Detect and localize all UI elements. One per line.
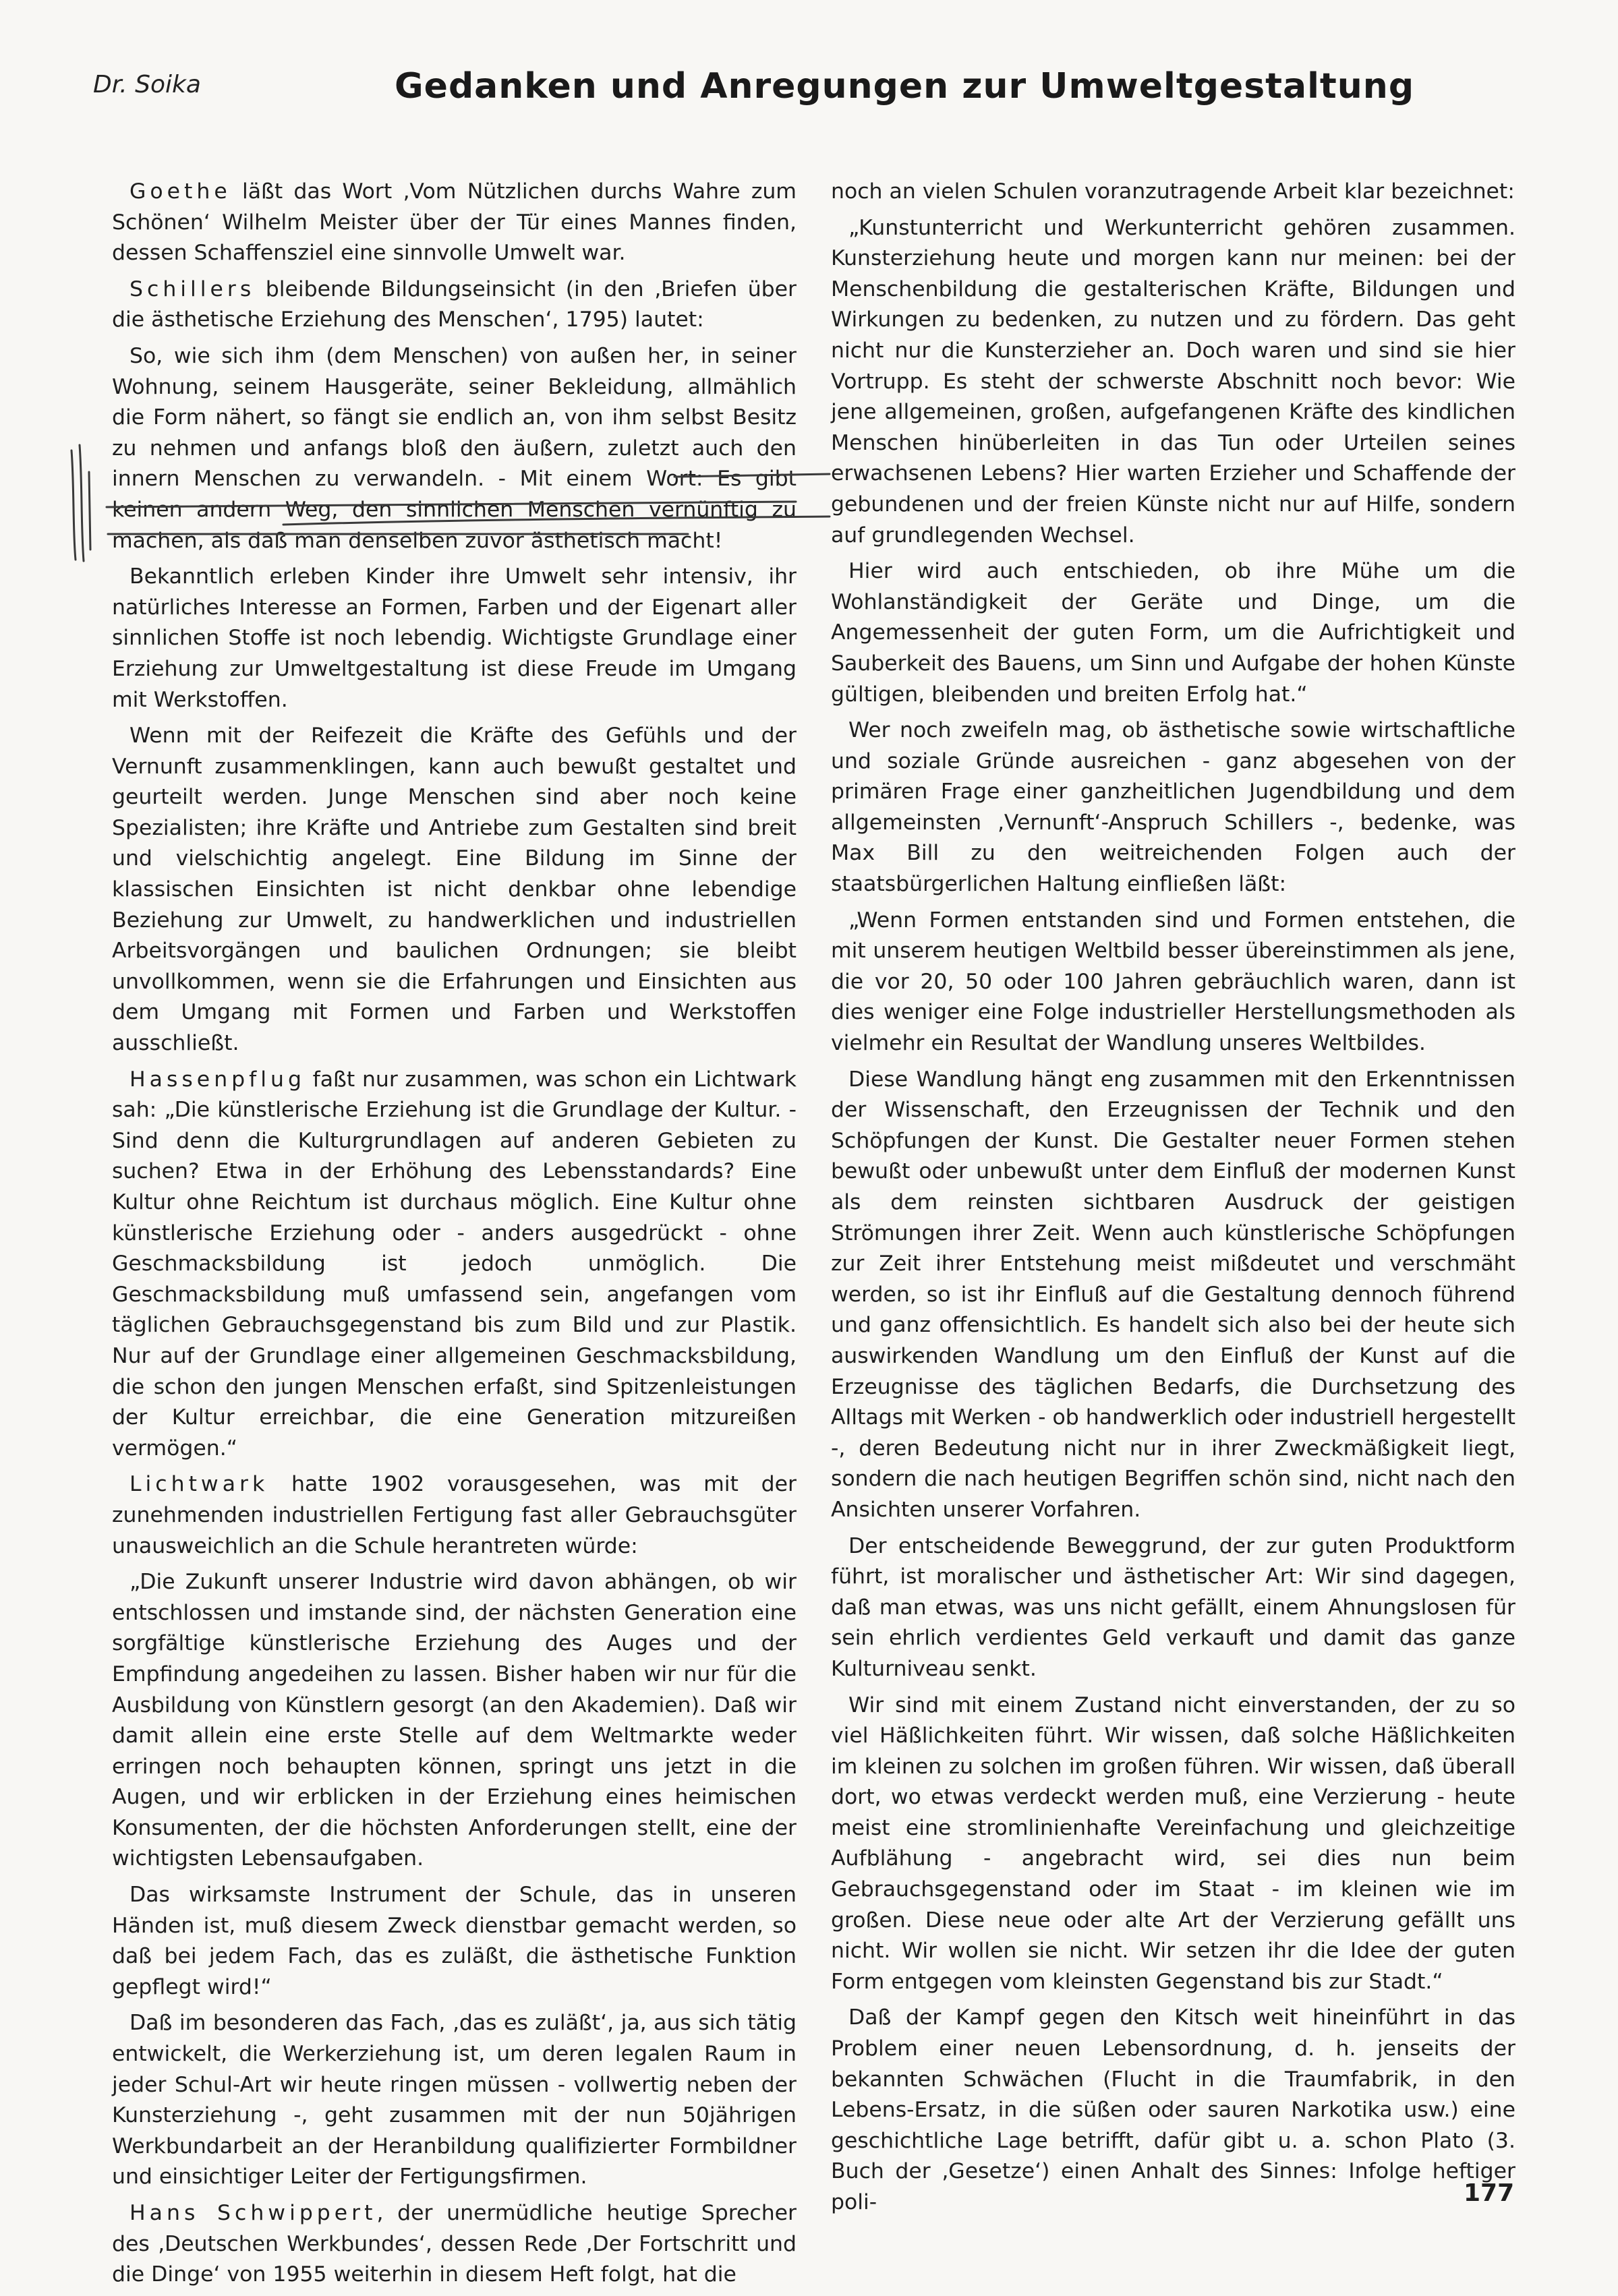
margin-mark-line-3 bbox=[89, 472, 90, 550]
paragraph: Wenn mit der Reifezeit die Kräfte des Gefühls und der Vernunft zusammenklingen, kann auch bewußt gestaltet und geurteilt werden. Junge Menschen sind aber noch keine Spezialisten; ihre Kräfte und Antriebe zum Gestalten sind breit und vielschichtig angelegt. Eine Bildung im Sinne der klassischen Einsichten ist nicht denkbar ohne lebendige Beziehung zur Umwelt, zu handwerklichen und industriellen Arbeitsvorgängen und baulichen Ordnungen; sie bleibt unvollkommen, wenn sie die Erfahrungen und Einsichten aus dem Umgang mit Formen und Farben und Werkstoffen ausschließt. bbox=[112, 724, 797, 1056]
paragraph: Daß im besonderen das Fach, ‚das es zuläßt‘, ja, aus sich tätig entwickelt, die Werkerziehung ist, um deren legalen Raum in jeder Schul-Art wir heute ringen müssen - vollwertig neben der Kunsterziehung -, geht zusammen mit der nun 50jährigen Werkbundarbeit an der Heranbildung qualifizierter Formbildner und einsichtiger Leiter der Fertigungsfirmen. bbox=[112, 2011, 797, 2189]
paragraph bbox=[112, 1469, 797, 1562]
spaced-name: Hans Schwippert bbox=[129, 2201, 377, 2225]
paragraph: „Wenn Formen entstanden sind und Formen entstehen, die mit unserem heutigen Weltbild besser übereinstimmen als jene, die vor 20, 50 oder 100 Jahren gebräuchlich waren, dann ist dies weniger eine Folge industrieller Herstellungsmethoden als vielmehr ein Resultat der Wandlung unseres Weltbildes. bbox=[831, 908, 1515, 1056]
spaced-name: Goethe bbox=[129, 179, 231, 204]
paragraph: Hier wird auch entschieden, ob ihre Mühe um die Wohlanständigkeit der Geräte und Dinge, um die Angemessenheit der guten Form, um die Aufrichtigkeit und Sauberkeit des Bauens, um Sinn und Aufgabe der hohen Künste gültigen, bleibenden und breiten Erfolg hat.“ bbox=[831, 559, 1515, 707]
paragraph: Bekanntlich erleben Kinder ihre Umwelt sehr intensiv, ihr natürliches Interesse an Formen, Farben und der Eigenart aller sinnlichen Stoffe ist noch lebendig. Wichtigste Grundlage einer Erziehung zur Umweltgestaltung ist diese Freude im Umgang mit Werkstoffen. bbox=[112, 564, 797, 712]
paragraph bbox=[112, 274, 797, 336]
right-column bbox=[831, 177, 1515, 2224]
paragraph bbox=[112, 177, 797, 269]
paragraph bbox=[112, 2198, 797, 2291]
margin-mark-line-2 bbox=[80, 445, 84, 561]
left-column bbox=[112, 177, 797, 2296]
paragraph: Der entscheidende Beweggrund, der zur guten Produktform führt, ist moralischer und ästhetischer Art: Wir sind dagegen, daß man etwas, was uns nicht gefällt, einem Ahnungslosen für sein ehrlich verdientes Geld verkauft und damit das ganze Kulturniveau senkt. bbox=[831, 1533, 1515, 1681]
paragraph: So, wie sich ihm (dem Menschen) von außen her, in seiner Wohnung, seinem Hausgeräte, seiner Bekleidung, allmählich die Form nähert, so fängt sie endlich an, von ihm selbst Besitz zu nehmen und anfangs bloß den äußern, zuletzt auch den innern Menschen zu verwandeln. - Mit einem Wort: Es gibt keinen andern Weg, den sinnlichen Menschen vernünftig zu machen, als daß man denselben zuvor ästhetisch macht! bbox=[112, 343, 797, 553]
spaced-name: Schillers bbox=[129, 276, 256, 301]
paragraph-text: , der unermüdliche heutige Sprecher des ‚Deutschen Werkbundes‘, dessen Rede ‚Der Fortschritt und die Dinge‘ von 1955 weiterhin in diesem Heft folgt, hat die bbox=[112, 2201, 797, 2287]
paragraph-text: hatte 1902 vorausgesehen, was mit der zunehmenden industriellen Fertigung fast aller Gebrauchsgüter unausweichlich an die Schule herantreten würde: bbox=[112, 1472, 797, 1558]
author-name: Dr. Soika bbox=[93, 71, 201, 98]
paragraph: Daß der Kampf gegen den Kitsch weit hineinführt in das Problem einer neuen Lebensordnung, d. h. jenseits der bekannten Schwächen (Flucht in die Traumfabrik, in den Lebens-Ersatz, in die süßen oder sauren Narkotika usw.) eine geschichtliche Lage betrifft, dafür gibt u. a. schon Plato (3. Buch der ‚Gesetze‘) einen Anhalt des Sinnes: Infolge heftiger poli- bbox=[831, 2005, 1515, 2214]
paragraph-text: bleibende Bildungseinsicht (in den ‚Briefen über die ästhetische Erziehung des Menschen‘, 1795) lautet: bbox=[112, 276, 797, 332]
margin-mark-line-1 bbox=[71, 450, 76, 560]
paragraph: noch an vielen Schulen voranzutragende Arbeit klar bezeichnet: bbox=[831, 179, 1515, 204]
paragraph-text: läßt das Wort ‚Vom Nützlichen durchs Wahre zum Schönen‘ Wilhelm Meister über der Tür eines Mannes finden, dessen Schaffensziel eine sinnvolle Umwelt war. bbox=[112, 179, 797, 266]
paragraph: „Kunstunterricht und Werkunterricht gehören zusammen. Kunsterziehung heute und morgen kann nur meinen: bei der Menschenbildung die gestalterischen Kräfte, Bildungen und Wirkungen zu bedenken, zu nutzen und zu fördern. Das geht nicht nur die Kunsterzieher an. Doch waren und sind sie hier Vortrupp. Es steht der schwerste Abschnitt noch bevor: Wie jene allgemeinen, großen, aufgefangenen Kräfte des kindlichen Menschen hinüberleiten in das Tun oder Urteilen seines erwachsenen Lebens? Hier warten Erzieher und Schaffende der gebundenen und der freien Künste nicht nur auf Hilfe, sondern auf grundlegenden Wechsel. bbox=[831, 215, 1515, 548]
paragraph: Diese Wandlung hängt eng zusammen mit den Erkenntnissen der Wissenschaft, den Erzeugnissen der Technik und den Schöpfungen der Kunst. Die Gestalter neuer Formen stehen bewußt oder unbewußt unter dem Einfluß der modernen Kunst als dem reinsten sichtbaren Ausdruck der geistigen Strömungen ihrer Zeit. Wenn auch künstlerische Schöpfungen zur Zeit ihrer Entstehung meist mißdeutet und verschmäht werden, so ist ihr Einfluß auf die Gestaltung dennoch führend und ganz offensichtlich. Es handelt sich also bei der heute sich auswirkenden Wandlung um den Einfluß der Kunst auf die Erzeugnisse des täglichen Bedarfs, die Durchsetzung des Alltags mit Werken - ob handwerklich oder industriell hergestellt -, deren Bedeutung nicht nur in ihrer Zweckmäßigkeit liegt, sondern die nach heutigen Begriffen schön sind, nicht nach den Ansichten unserer Vorfahren. bbox=[831, 1067, 1515, 1522]
paragraph: Wir sind mit einem Zustand nicht einverstanden, der zu so viel Häßlichkeiten führt. Wir wissen, daß solche Häßlichkeiten im kleinen zu solchen im großen führen. Wir wissen, daß überall dort, wo etwas verdeckt werden muß, eine Verzierung - heute meist eine stromlinienhafte Vereinfachung und gleichzeitige Aufblähung - angebracht wird, sei dies nun beim Gebrauchsgegenstand oder im Staat - im kleinen wie im großen. Diese neue oder alte Art der Verzierung gefällt uns nicht. Wir wollen sie nicht. Wir setzen ihr die Idee der guten Form entgegen vom kleinsten Gegenstand bis zur Stadt.“ bbox=[831, 1692, 1515, 1994]
spaced-name: Hassenpflug bbox=[129, 1067, 306, 1092]
spaced-name: Lichtwark bbox=[129, 1472, 269, 1497]
paragraph-text: faßt nur zusammen, was schon ein Lichtwark sah: „Die künstlerische Erziehung ist die Grundlage der Kultur. - Sind denn die Kulturgrundlagen auf anderen Gebieten zu suchen? Etwa in der Erhöhung des Lebensstandards? Eine Kultur ohne Reichtum ist durchaus möglich. Eine Kultur ohne künstlerische Erziehung oder - anders ausgedrückt - ohne Geschmacksbildung ist jedoch unmöglich. Die Geschmacksbildung muß umfassend sein, angefangen vom täglichen Gebrauchsgegenstand bis zum Bild und zur Plastik. Nur auf der Grundlage einer allgemeinen Geschmacksbildung, die schon den jungen Menschen erfaßt, sind Spitzenleistungen der Kultur erreichbar, die eine Generation mitzureißen vermögen.“ bbox=[112, 1067, 797, 1461]
page-number: 177 bbox=[1464, 2179, 1515, 2207]
paragraph: Das wirksamste Instrument der Schule, das in unseren Händen ist, muß diesem Zweck dienstbar gemacht werden, so daß bei jedem Fach, das es zuläßt, die ästhetische Funktion gepflegt wird!“ bbox=[112, 1883, 797, 1999]
paragraph: „Die Zukunft unserer Industrie wird davon abhängen, ob wir entschlossen und imstande sind, der nächsten Generation eine sorgfältige künstlerische Erziehung des Auges und der Empfindung angedeihen zu lassen. Bisher haben wir nur für die Ausbildung von Künstlern gesorgt (an den Akademien). Daß wir damit allein eine erste Stelle auf dem Weltmarkte weder erringen noch behaupten können, springt uns jetzt in die Augen, und wir erblicken in der Erziehung eines heimischen Konsumenten, der die höchsten Anforderungen stellt, eine der wichtigsten Lebensaufgaben. bbox=[112, 1570, 797, 1871]
paragraph bbox=[112, 1065, 797, 1465]
paragraph: Wer noch zweifeln mag, ob ästhetische sowie wirtschaftliche und soziale Gründe ausreichen - ganz abgesehen von der primären Frage einer ganzheitlichen Jugendbildung und dem allgemeinsten ‚Vernunft‘-Anspruch Schillers -, bedenke, was Max Bill zu den weitreichenden Folgen auch der staatsbürgerlichen Haltung einfließen läßt: bbox=[831, 718, 1515, 897]
article-title: Gedanken und Anregungen zur Umweltgestaltung bbox=[395, 66, 1415, 107]
